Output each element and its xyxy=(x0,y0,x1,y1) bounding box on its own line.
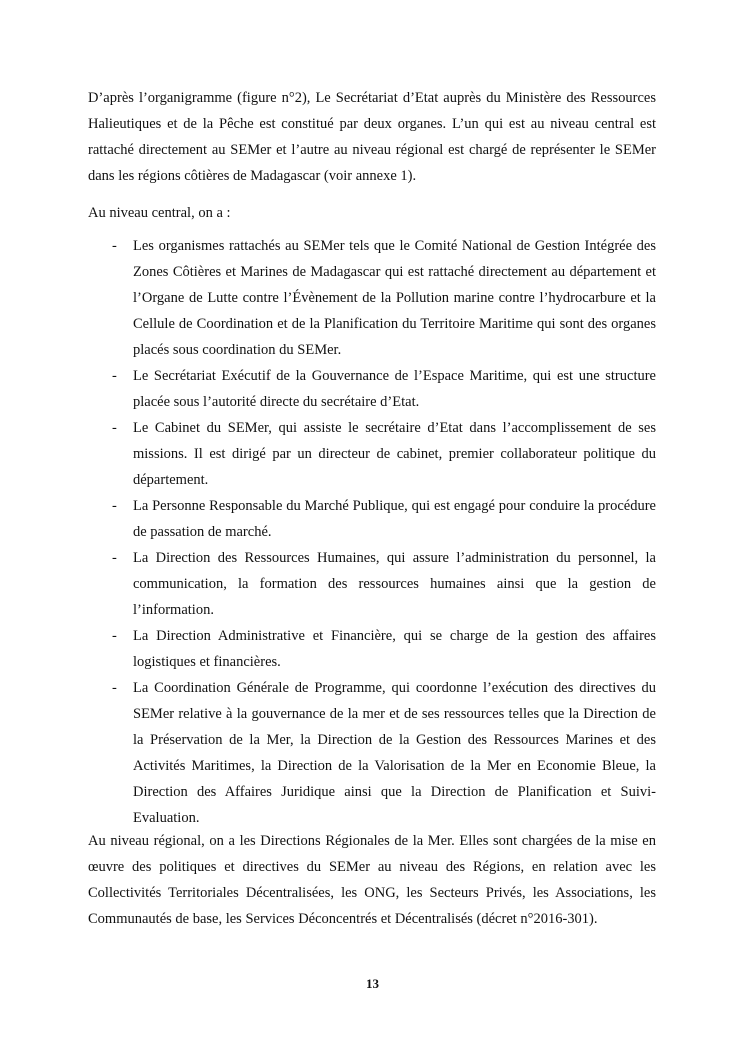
bullet-dash: - xyxy=(112,628,117,644)
central-organs-list xyxy=(88,233,656,831)
bullet-dash: - xyxy=(112,368,117,384)
list-item-text: La Direction Administrative et Financière, qui se charge de la gestion des affaires logistiques et financières. xyxy=(133,628,656,670)
list-item xyxy=(88,675,656,831)
list-item xyxy=(88,545,656,623)
bullet-dash: - xyxy=(112,238,117,254)
list-item-text: La Coordination Générale de Programme, qui coordonne l’exécution des directives du SEMer relative à la gouvernance de la mer et de ses ressources telles que la Direction de la Préservation de la Mer, la Direction de la Gestion des Ressources Marines et des Activités Maritimes, la Direction de la Valorisation de la Mer en Economie Bleue, la Direction des Affaires Juridique ainsi que la Direction de Planification et Suivi-Evaluation. xyxy=(133,680,656,826)
regional-paragraph: Au niveau régional, on a les Directions Régionales de la Mer. Elles sont chargées de la mise en œuvre des politiques et directives du SEMer au niveau des Régions, en relation avec les Collectivités Territoriales Décentralisées, les ONG, les Secteurs Privés, les Associations, les Communautés de base, les Services Déconcentrés et Décentralisés (décret n°2016-301). xyxy=(88,833,656,927)
list-item-text: La Direction des Ressources Humaines, qui assure l’administration du personnel, la communication, la formation des ressources humaines ainsi que la gestion de l’information. xyxy=(133,550,656,618)
list-item xyxy=(88,415,656,493)
list-item-text: Les organismes rattachés au SEMer tels que le Comité National de Gestion Intégrée des Zones Côtières et Marines de Madagascar qui est rattaché directement au département et l’Organe de Lutte contre l’Évènement de la Pollution marine contre l’hydrocarbure et la Cellule de Coordination et de la Planification du Territoire Maritime qui sont des organes placés sous coordination du SEMer. xyxy=(133,238,656,358)
list-item xyxy=(88,233,656,363)
page-number: 13 xyxy=(366,976,379,991)
bullet-dash: - xyxy=(112,420,117,436)
list-item-text: Le Cabinet du SEMer, qui assiste le secrétaire d’Etat dans l’accomplissement de ses missions. Il est dirigé par un directeur de cabinet, premier collaborateur politique du département. xyxy=(133,420,656,488)
bullet-dash: - xyxy=(112,498,117,514)
list-item xyxy=(88,623,656,675)
bullet-dash: - xyxy=(112,680,117,696)
intro-paragraph: D’après l’organigramme (figure n°2), Le Secrétariat d’Etat auprès du Ministère des Ressources Halieutiques et de la Pêche est constitué par deux organes. L’un qui est au niveau central est rattaché directement au SEMer et l’autre au niveau régional est chargé de représenter le SEMer dans les régions côtières de Madagascar (voir annexe 1). xyxy=(88,90,656,184)
central-heading: Au niveau central, on a : xyxy=(88,205,231,221)
list-item xyxy=(88,493,656,545)
list-item-text: La Personne Responsable du Marché Publique, qui est engagé pour conduire la procédure de passation de marché. xyxy=(133,498,656,540)
list-item xyxy=(88,363,656,415)
list-item-text: Le Secrétariat Exécutif de la Gouvernance de l’Espace Maritime, qui est une structure placée sous l’autorité directe du secrétaire d’Etat. xyxy=(133,368,656,410)
bullet-dash: - xyxy=(112,550,117,566)
